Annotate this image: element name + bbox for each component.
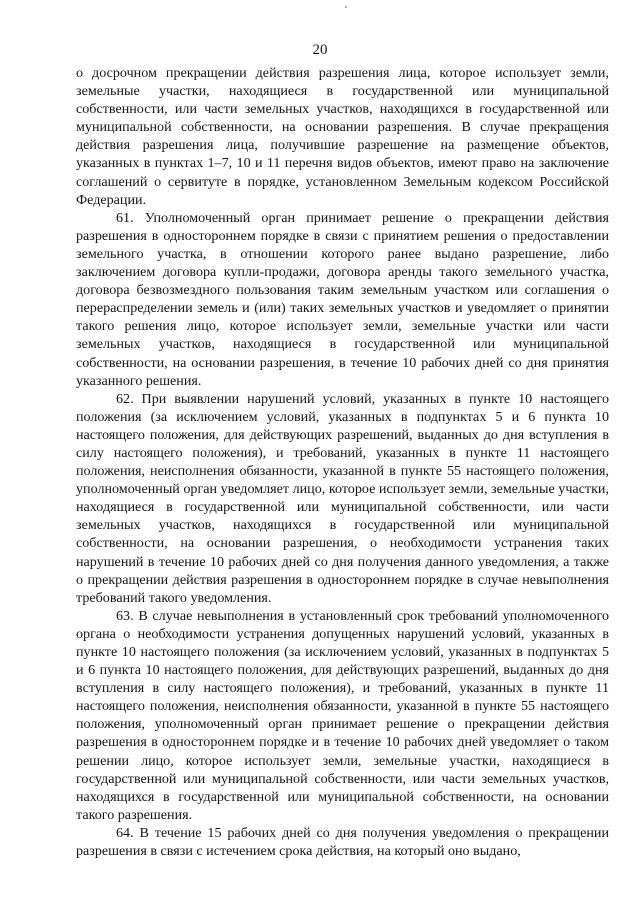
paragraph-63: 63. В случае невыполнения в установленный срок требований уполномоченного органа о необходимости устранения допущенных нарушений условий, указанных в пункте 10 настоящего положения (за исключением условий, указанных в подпунктах 5 и 6 пункта 10 настоящего положения, для действующих разрешений, выданных до дня вступления в силу настоящего положения), и требований, указанных в пункте 11 настоящего положения, неисполнения обязанности, указанной в пункте 55 настоящего положения, уполномоченный орган принимает решение о прекращении действия разрешения в одностороннем порядке и в течение 10 рабочих дней уведомляет о таком решении лицо, которое использует земли, земельные участки, находящиеся в государственной или муниципальной собственности, или части земельных участков, находящихся в государственной или муниципальной собственности, на основании такого разрешения.	[76, 607, 609, 823]
paragraph-64: 64. В течение 15 рабочих дней со дня получения уведомления о прекращении разрешения в связи с истечением срока действия, на который оно выдано,	[76, 824, 609, 860]
page-number: 20	[312, 42, 328, 58]
document-body	[76, 64, 609, 860]
paragraph-61: 61. Уполномоченный орган принимает решение о прекращении действия разрешения в одностороннем порядке в связи с принятием решения о предоставлении земельного участка, в отношении которого ранее выдано разрешение, либо заключением договора купли-продажи, договора аренды такого земельного участка, договора безвозмездного пользования таким земельным участком или соглашения о перераспределении земель и (или) таких земельных участков и уведомляет о принятии такого решения лицо, которое использует земли, земельные участки или части земельных участков, находящиеся в государственной или муниципальной собственности, на основании разрешения, в течение 10 рабочих дней со дня принятия указанного решения.	[76, 209, 609, 389]
paragraph-continuation: о досрочном прекращении действия разрешения лица, которое использует земли, земельные участки, находящиеся в государственной или муниципальной собственности, или части земельных участков, находящихся в государственной или муниципальной собственности, на основании разрешения. В случае прекращения действия разрешения лица, получившие разрешение на размещение объектов, указанных в пунктах 1–7, 10 и 11 перечня видов объектов, имеют право на заключение соглашений о сервитуте в порядке, установленном Земельным кодексом Российской Федерации.	[76, 65, 609, 208]
paragraph-62: 62. При выявлении нарушений условий, указанных в пункте 10 настоящего положения (за исключением условий, указанных в подпунктах 5 и 6 пункта 10 настоящего положения, для действующих разрешений, выданных до дня вступления в силу настоящего положения), и требований, указанных в пункте 11 настоящего положения, неисполнения обязанности, указанной в пункте 55 настоящего положения, уполномоченный орган уведомляет лицо, которое использует земли, земельные участки, находящиеся в государственной или муниципальной собственности, или части земельных участков, находящихся в государственной или муниципальной собственности, на основании разрешения, о необходимости устранения таких нарушений в течение 10 рабочих дней со дня получения данного уведомления, а также о прекращении действия разрешения в одностороннем порядке в случае невыполнения требований такого уведомления.	[76, 390, 609, 606]
scan-speck	[345, 6, 347, 8]
